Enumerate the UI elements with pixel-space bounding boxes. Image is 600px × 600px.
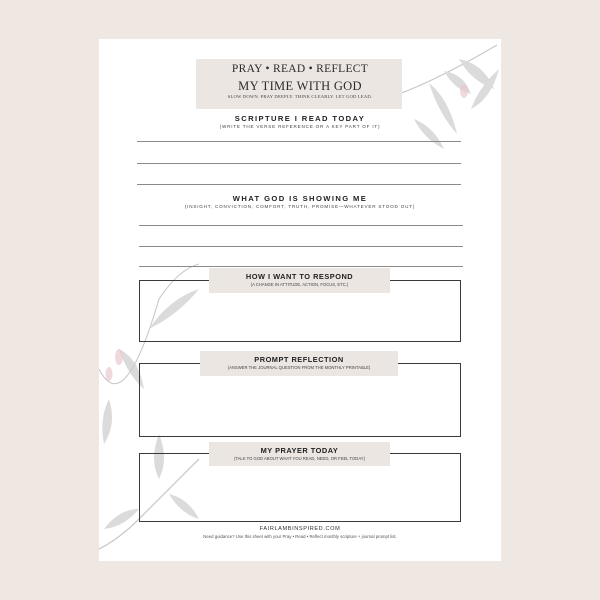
prompt-heading: PROMPT REFLECTION <box>254 355 344 364</box>
prayer-heading: MY PRAYER TODAY <box>260 446 339 455</box>
scripture-heading: SCRIPTURE I READ TODAY <box>234 114 366 123</box>
prayer-instruction: (TALK TO GOD ABOUT WHAT YOU READ, NEED, OR FEEL TODAY) <box>233 456 365 461</box>
scripture-instruction: (WRITE THE VERSE REFERENCE OR A KEY PART OF IT) <box>219 124 381 129</box>
scripture-write-line-3[interactable] <box>137 184 461 185</box>
showing-heading: WHAT GOD IS SHOWING ME <box>232 194 368 203</box>
showing-write-line-2[interactable] <box>139 246 463 247</box>
journal-page <box>99 39 501 561</box>
footer-website: FAIRLAMBINSPIRED.COM <box>259 526 341 532</box>
respond-heading: HOW I WANT TO RESPOND <box>245 272 354 281</box>
page-title: PRAY • READ • REFLECT <box>231 63 369 75</box>
showing-instruction: (INSIGHT, CONVICTION, COMFORT, TRUTH, PROMISE—WHATEVER STOOD OUT) <box>184 204 416 209</box>
prompt-instruction: (ANSWER THE JOURNAL QUESTION FROM THE MONTHLY PRINTABLE) <box>227 365 371 370</box>
tagline: SLOW DOWN. PRAY DEEPLY. THINK CLEARLY. LET GOD LEAD. <box>227 94 373 99</box>
scripture-write-line-2[interactable] <box>137 163 461 164</box>
showing-write-line-3[interactable] <box>139 266 463 267</box>
footer-note: Need guidance? Use this sheet with your Pray • Read • Reflect monthly scripture + journal prompt list. <box>203 534 397 539</box>
showing-write-line-1[interactable] <box>139 225 463 226</box>
respond-instruction: (A CHANGE IN ATTITUDE, ACTION, FOCUS, ETC.) <box>250 282 349 287</box>
scripture-write-line-1[interactable] <box>137 141 461 142</box>
page-subtitle: MY TIME WITH GOD <box>238 79 362 93</box>
